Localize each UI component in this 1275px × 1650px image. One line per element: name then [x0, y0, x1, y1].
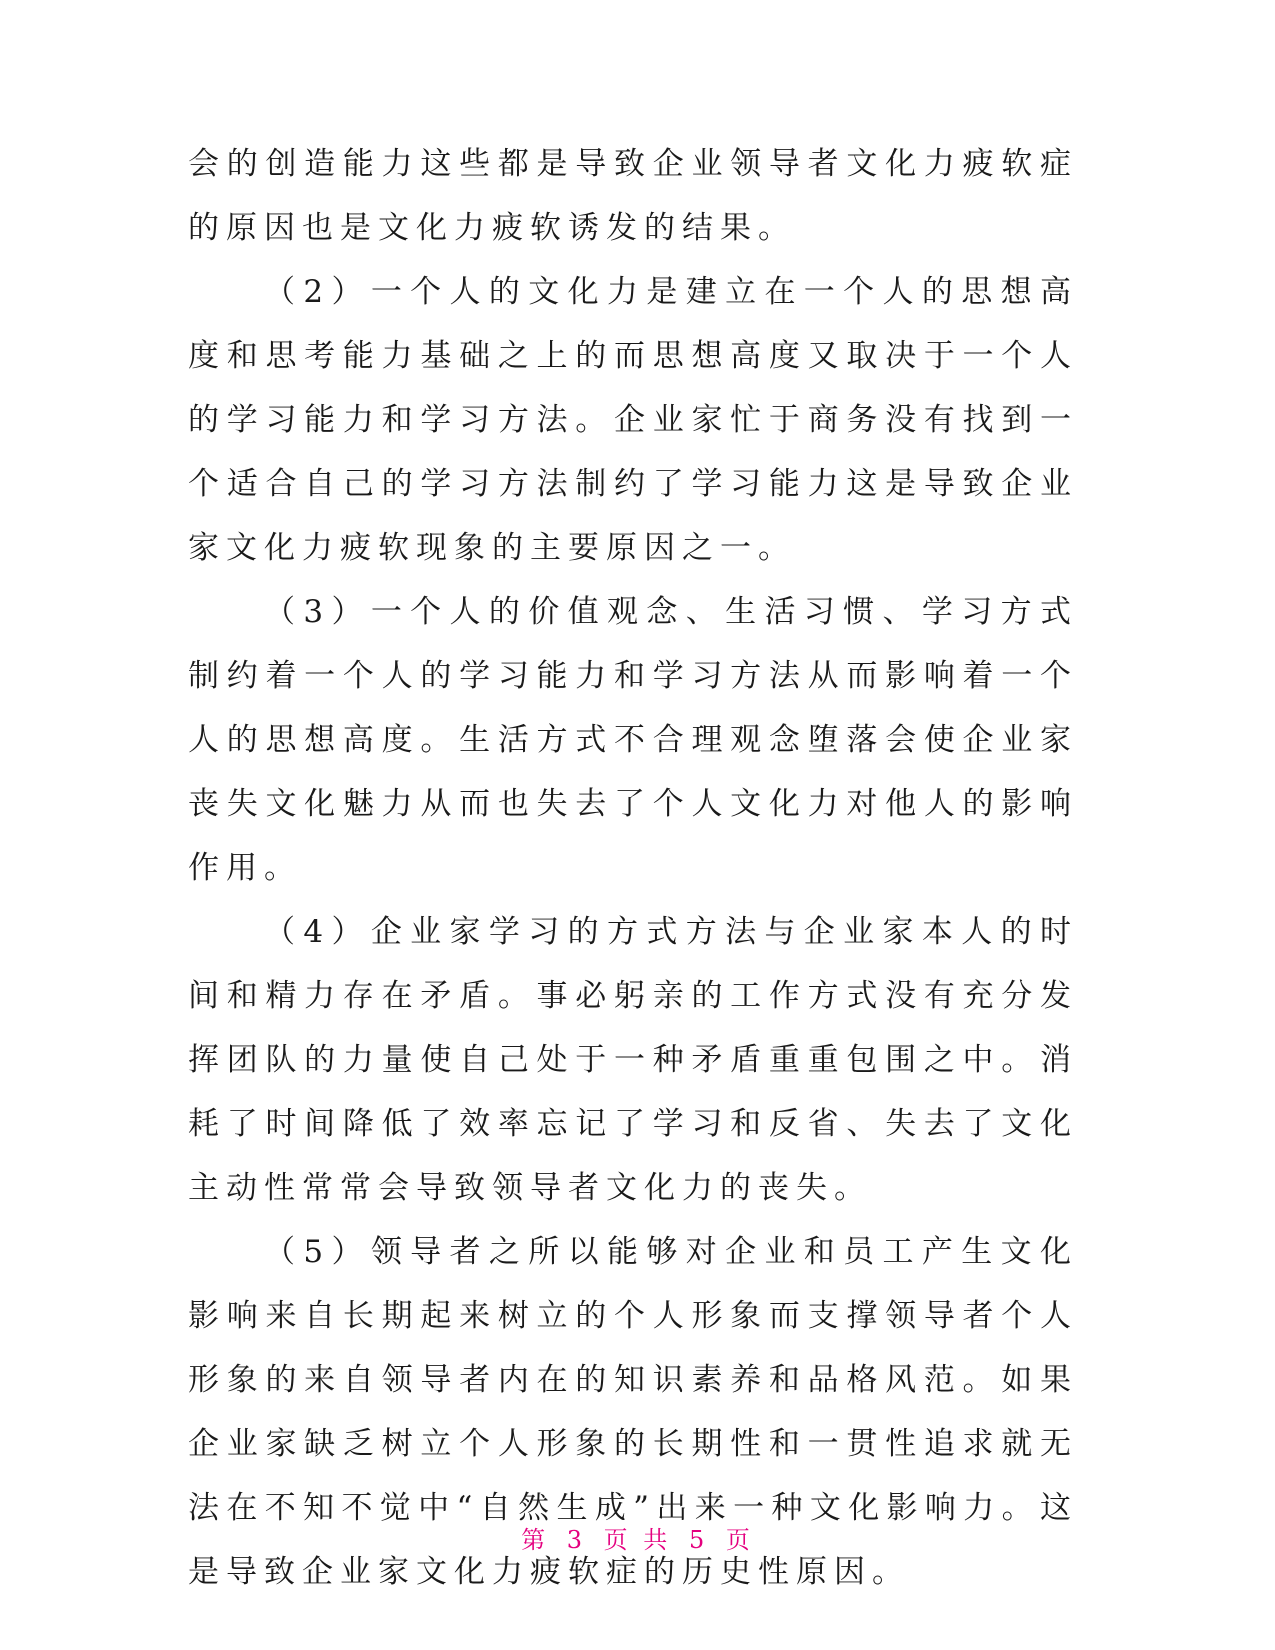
- paragraph-point-3: （3）一个人的价值观念、生活习惯、学习方式制约着一个人的学习能力和学习方法从而影响着一个人的思想高度。生活方式不合理观念堕落会使企业家丧失文化魅力从而也失去了个人文化力对他人的影响作用。: [188, 594, 1078, 886]
- page-number-footer: [0, 1520, 1275, 1555]
- paragraph-point-4: （4）企业家学习的方式方法与企业家本人的时间和精力存在矛盾。事必躬亲的工作方式没有充分发挥团队的力量使自己处于一种矛盾重重包围之中。消耗了时间降低了效率忘记了学习和反省、失去了文化主动性常常会导致领导者文化力的丧失。: [188, 914, 1078, 1206]
- footer-middle: 页 共: [603, 1526, 672, 1554]
- footer-prefix: 第: [521, 1526, 550, 1554]
- paragraph-continuation: 会的创造能力这些都是导致企业领导者文化力疲软症的原因也是文化力疲软诱发的结果。: [188, 146, 1078, 246]
- footer-suffix: 页: [725, 1526, 754, 1554]
- footer-current-page: 3: [566, 1526, 587, 1554]
- footer-total-pages: 5: [688, 1526, 709, 1554]
- paragraph-point-2: （2）一个人的文化力是建立在一个人的思想高度和思考能力基础之上的而思想高度又取决于一个人的学习能力和学习方法。企业家忙于商务没有找到一个适合自己的学习方法制约了学习能力这是导致企业家文化力疲软现象的主要原因之一。: [188, 274, 1078, 566]
- paragraph-point-5: （5）领导者之所以能够对企业和员工产生文化影响来自长期起来树立的个人形象而支撑领导者个人形象的来自领导者内在的知识素养和品格风范。如果企业家缺乏树立个人形象的长期性和一贯性追求就无法在不知不觉中“自然生成”出来一种文化影响力。这是导致企业家文化力疲软症的历史性原因。: [188, 1234, 1078, 1590]
- body-text: [188, 132, 1078, 1604]
